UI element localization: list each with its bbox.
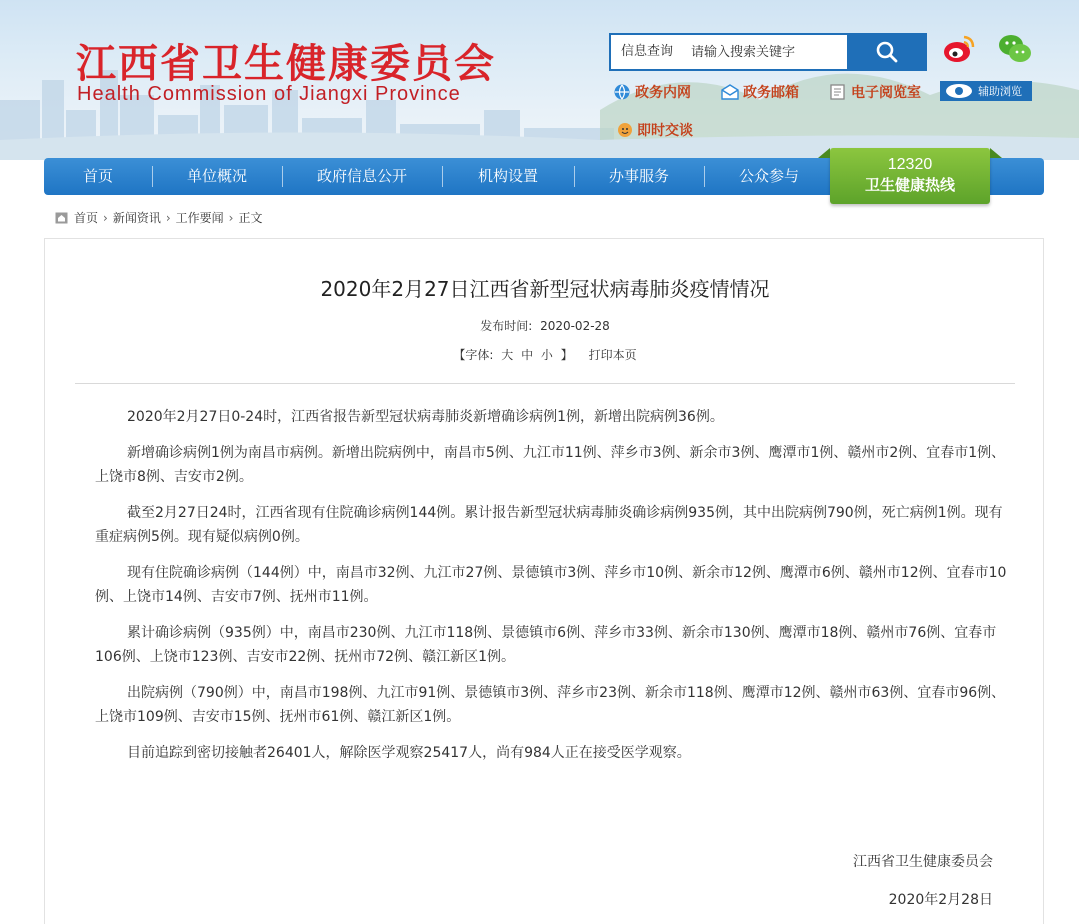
chevron-right-icon: › xyxy=(165,210,171,225)
article-body xyxy=(95,405,1015,777)
signature-organization: 江西省卫生健康委员会 xyxy=(853,854,993,870)
nav-item-services[interactable]: 办事服务 xyxy=(574,158,704,195)
accessibility-button[interactable] xyxy=(940,81,1032,101)
breadcrumb-current: 正文 xyxy=(238,211,263,225)
quick-link-label: 政务内网 xyxy=(635,85,691,101)
publish-date xyxy=(45,317,1045,334)
search-scope-label[interactable]: 信息查询 xyxy=(621,44,674,59)
hotline-number: 12320 xyxy=(887,156,933,173)
breadcrumb-work-news[interactable]: 工作要闻 xyxy=(175,211,224,225)
nav-item-organization[interactable]: 机构设置 xyxy=(442,158,574,195)
article-paragraph: 目前追踪到密切接触者26401人，解除医学观察25417人，尚有984人正在接受医学观察。 xyxy=(127,745,691,761)
header-banner xyxy=(0,0,1079,160)
article-paragraph: 2020年2月27日0-24时，江西省报告新型冠状病毒肺炎新增确诊病例1例，新增出院病例36例。 xyxy=(127,409,724,425)
article-paragraph: 新增确诊病例1例为南昌市病例。新增出院病例中，南昌市5例、九江市11例、萍乡市3例、新余市3例、鹰潭市1例、赣州市2例、宜春市1例、上饶市8例、吉安市2例。 xyxy=(95,445,1006,485)
article-title: 2020年2月27日江西省新型冠状病毒肺炎疫情情况 xyxy=(320,277,770,301)
quick-link-reading-room[interactable] xyxy=(829,82,921,102)
hotline-label: 卫生健康热线 xyxy=(864,176,955,194)
breadcrumb xyxy=(55,209,263,226)
article-paragraph: 累计确诊病例（935例）中，南昌市230例、九江市118例、景德镇市6例、萍乡市33例、新余市130例、鹰潭市18例、赣州市76例、宜春市106例、上饶市123例、吉安市22例、抚州市72例、赣江新区1例。 xyxy=(95,625,997,665)
article-container xyxy=(44,238,1044,924)
home-icon xyxy=(55,212,68,224)
font-size-close: 】 xyxy=(560,348,573,362)
accessibility-label: 辅助浏览 xyxy=(978,85,1022,98)
hotline-button[interactable] xyxy=(830,148,990,204)
quick-links xyxy=(613,82,921,102)
chevron-right-icon: › xyxy=(228,210,234,225)
mail-icon xyxy=(721,84,739,100)
font-size-label: 【字体: xyxy=(453,348,494,362)
article-paragraph: 出院病例（790例）中，南昌市198例、九江市91例、景德镇市3例、萍乡市23例、新余市118例、鹰潭市12例、赣州市63例、宜春市96例、上饶市109例、吉安市15例、抚州市61例、赣江新区1例。 xyxy=(95,685,1006,725)
eye-icon xyxy=(946,84,972,98)
publish-date-value: 2020-02-28 xyxy=(540,319,610,333)
chat-avatar-icon xyxy=(617,122,633,138)
nav-item-gov-info[interactable]: 政府信息公开 xyxy=(282,158,442,195)
globe-icon xyxy=(613,83,631,101)
search-box xyxy=(609,33,927,71)
site-logo-subtitle: Health Commission of Jiangxi Province xyxy=(77,83,461,105)
print-page-link[interactable]: 打印本页 xyxy=(588,348,637,362)
weibo-icon[interactable] xyxy=(942,33,976,65)
breadcrumb-news[interactable]: 新闻资讯 xyxy=(112,211,161,225)
book-icon xyxy=(829,84,847,100)
wechat-icon[interactable] xyxy=(998,33,1032,65)
search-button[interactable] xyxy=(847,33,927,71)
nav-item-participation[interactable]: 公众参与 xyxy=(704,158,834,195)
instant-chat-label: 即时交谈 xyxy=(637,123,693,139)
font-size-large[interactable]: 大 xyxy=(501,348,514,362)
quick-link-intranet[interactable] xyxy=(613,82,691,102)
search-input[interactable] xyxy=(691,35,847,69)
search-icon xyxy=(875,40,899,64)
article-paragraph: 现有住院确诊病例（144例）中，南昌市32例、九江市27例、景德镇市3例、萍乡市10例、新余市12例、鹰潭市6例、赣州市12例、宜春市10例、上饶市14例、吉安市7例、抚州市11例。 xyxy=(95,565,1007,605)
nav-item-overview[interactable]: 单位概况 xyxy=(152,158,282,195)
article-tools xyxy=(45,346,1045,363)
quick-link-mail[interactable] xyxy=(721,82,799,102)
quick-link-label: 电子阅览室 xyxy=(851,85,921,101)
font-size-medium[interactable]: 中 xyxy=(521,348,534,362)
publish-date-label: 发布时间: xyxy=(480,319,533,333)
site-logo-title[interactable]: 江西省卫生健康委员会 xyxy=(76,40,496,87)
divider xyxy=(75,383,1015,384)
font-size-small[interactable]: 小 xyxy=(540,348,553,362)
quick-link-label: 政务邮箱 xyxy=(743,85,799,101)
nav-item-home[interactable]: 首页 xyxy=(82,167,113,185)
article-paragraph: 截至2月27日24时，江西省现有住院确诊病例144例。累计报告新型冠状病毒肺炎确诊病例935例，其中出院病例790例，死亡病例1例。现有重症病例5例。现有疑似病例0例。 xyxy=(95,505,1003,545)
signature-date: 2020年2月28日 xyxy=(888,892,993,908)
chevron-right-icon: › xyxy=(103,210,108,225)
breadcrumb-home[interactable]: 首页 xyxy=(74,211,99,225)
instant-chat-link[interactable] xyxy=(617,120,693,140)
